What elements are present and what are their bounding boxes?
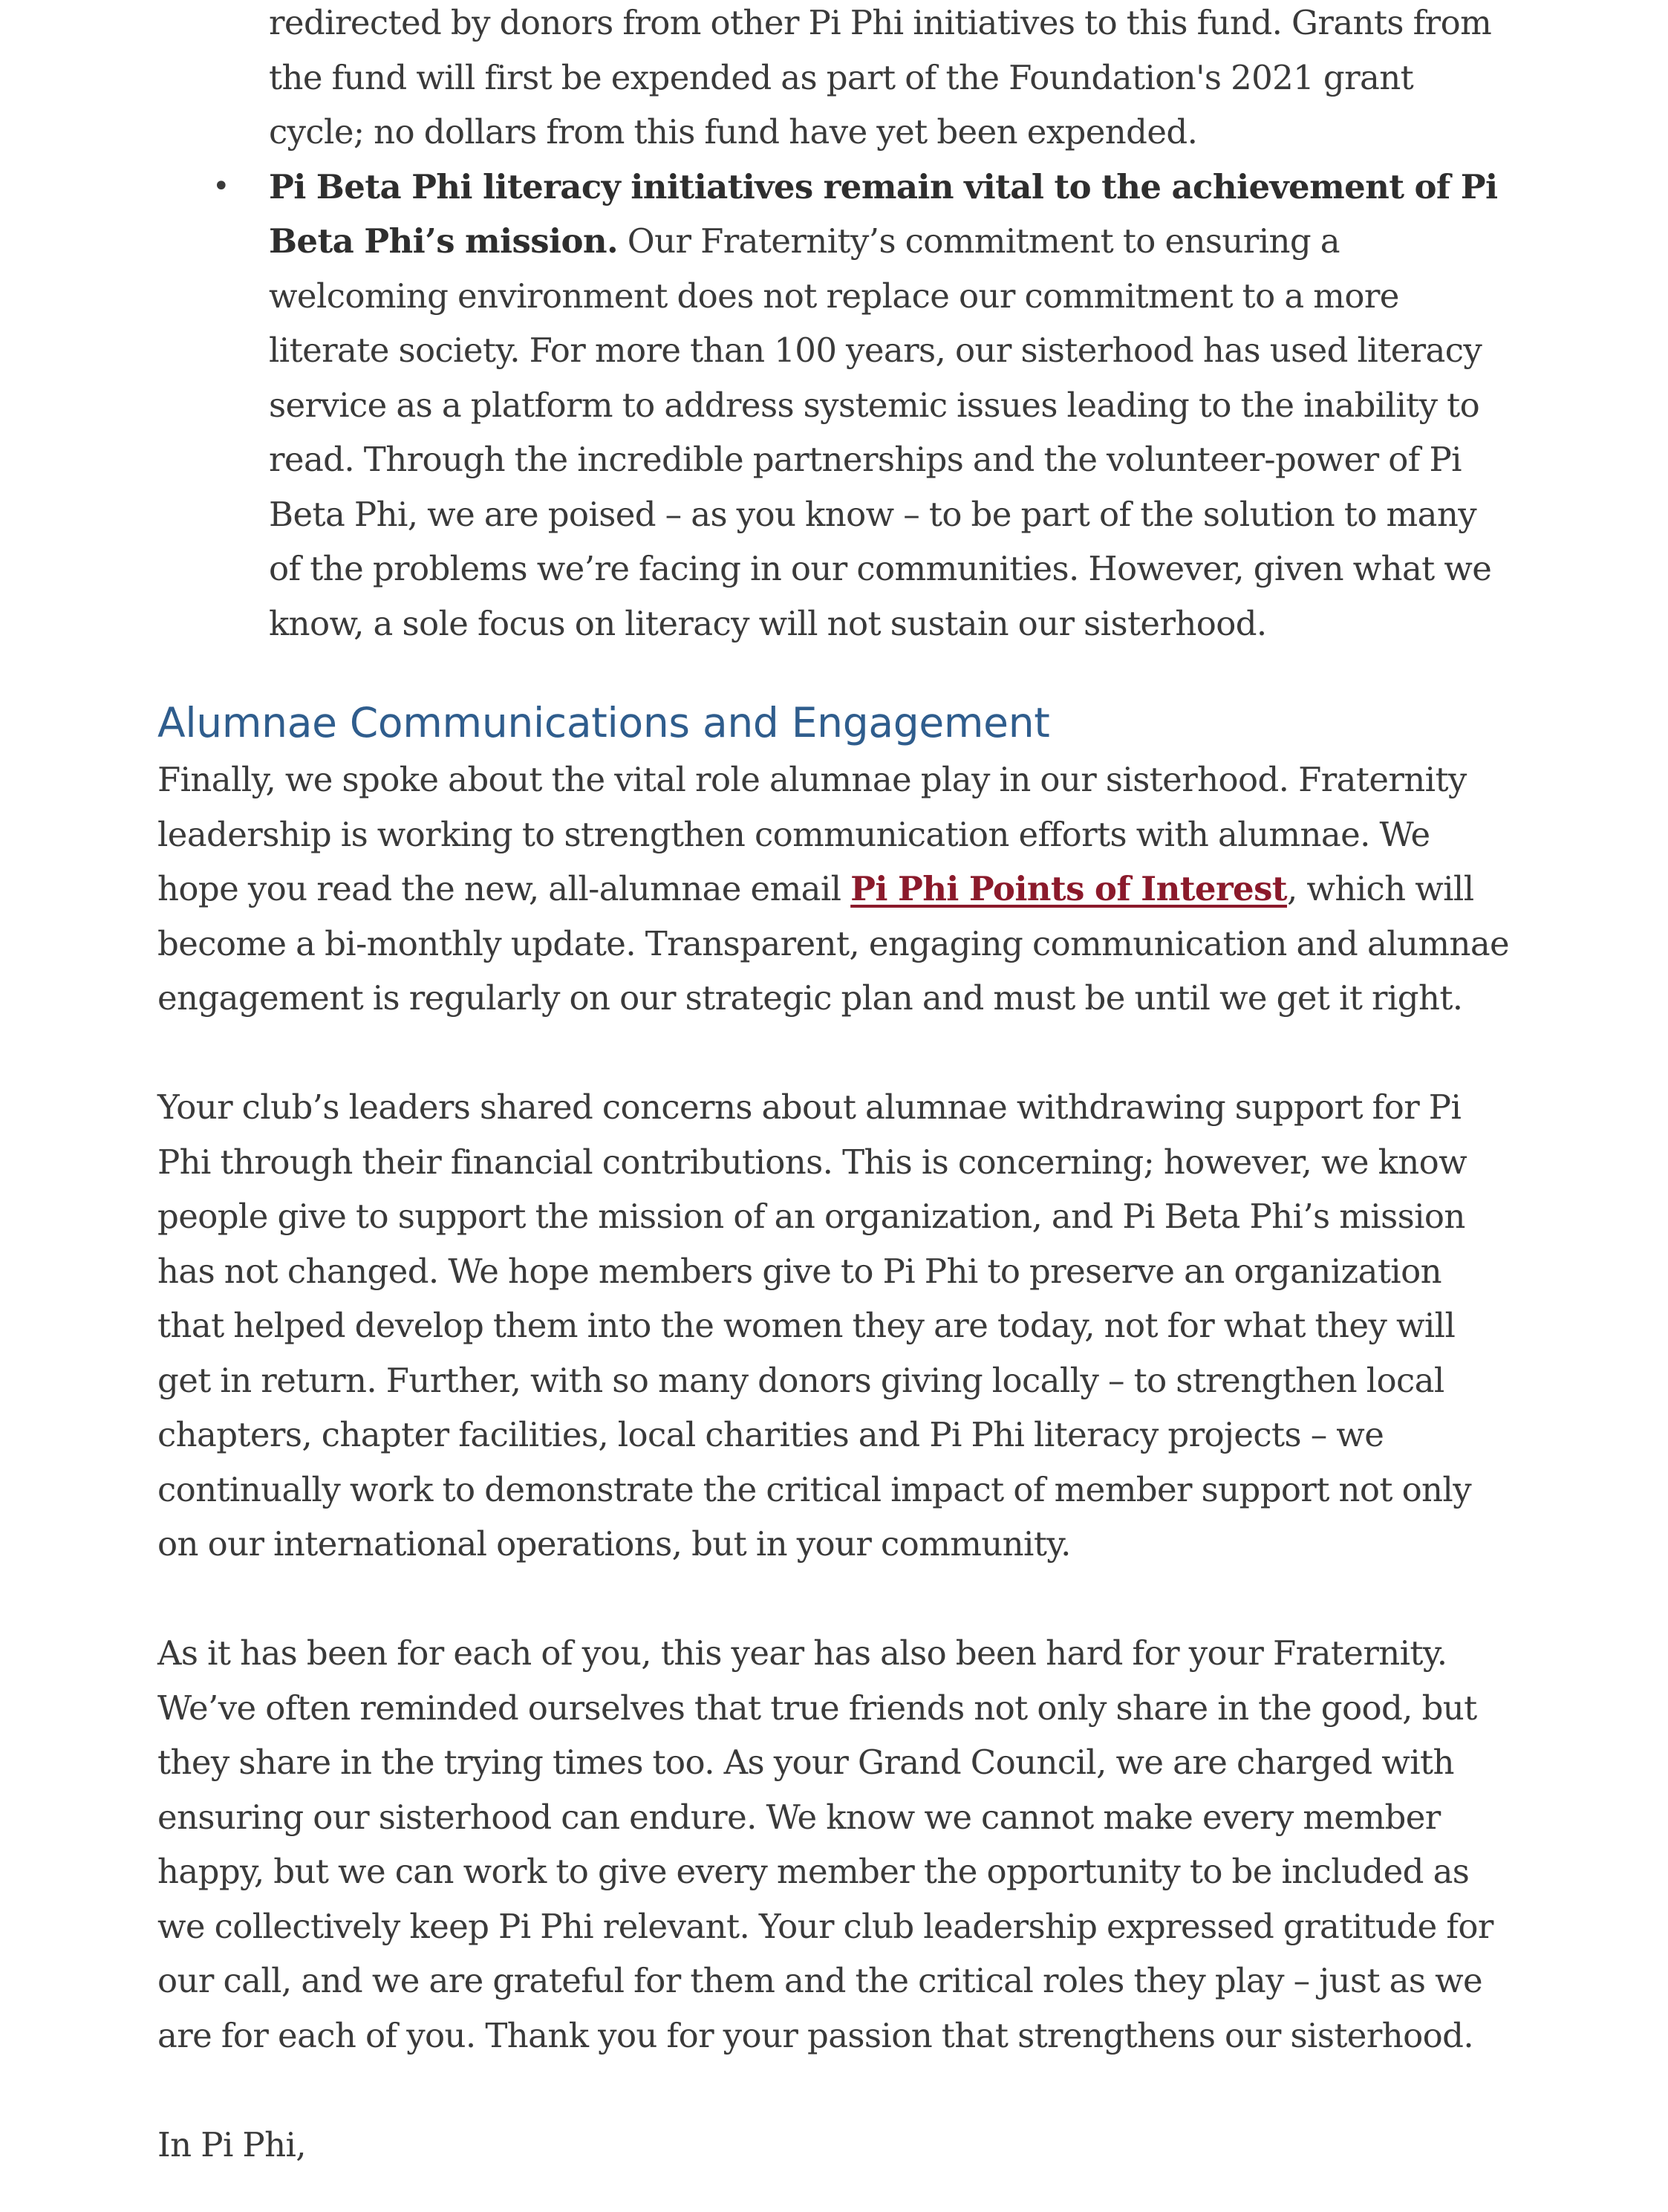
points-of-interest-link[interactable]: Pi Phi Points of Interest: [850, 869, 1287, 908]
bullet-list: [157, 0, 1516, 651]
paragraph-alumnae-communication: [157, 752, 1516, 1026]
bullet-item-fund-continuation: [269, 0, 1516, 160]
bullet-dot-icon: •: [212, 169, 229, 204]
closing-salutation: In Pi Phi,: [157, 2124, 306, 2164]
bullet-item-text: redirected by donors from other Pi Phi initiatives to this fund. Grants from the fund will first be expended as part of the Foundation's 2021 grant cycle; no dollars from this fund have yet been expended.: [269, 3, 1492, 152]
paragraph-financial-support: Your club’s leaders shared concerns about alumnae withdrawing support for Pi Phi through their financial contributions. This is concerning; however, we know people give to support the mission of an organization, and Pi Beta Phi’s mission has not changed. We hope members give to Pi Phi to preserve an organization that helped develop them into the women they are today, not for what they will get in return. Further, with so many donors giving locally – to strengthen local chapters, chapter facilities, local charities and Pi Phi literacy projects – we continually work to demonstrate the critical impact of member support not only on our international operations, but in your community.: [157, 1087, 1472, 1564]
section-heading: Alumnae Communications and Engagement: [157, 699, 1050, 746]
bullet-item-literacy: [212, 160, 1516, 651]
bullet-item-lead: Pi Beta Phi literacy initiatives remain vital to the achievement of Pi Beta Phi’s mission.: [269, 166, 1498, 261]
paragraph-text: , which will become a bi-monthly update. Transparent, engaging communication and alumnae engagement is regularly on our strategic plan and must be until we get it right.: [157, 869, 1510, 1018]
document-page: [157, 0, 1516, 2172]
paragraph-closing-thoughts: As it has been for each of you, this year has also been hard for your Fraternity. We’ve often reminded ourselves that true friends not only share in the good, but they share in the trying times too. As your Grand Council, we are charged with ensuring our sisterhood can endure. We know we cannot make every member happy, but we can work to give every member the opportunity to be included as we collectively keep Pi Phi relevant. Your club leadership expressed gratitude for our call, and we are grateful for them and the critical roles they play – just as we are for each of you. Thank you for your passion that strengthens our sisterhood.: [157, 1633, 1493, 2055]
paragraph-text: Finally, we spoke about the vital role alumnae play in our sisterhood. Fraternity leadership is working to strengthen communication efforts with alumnae. We hope you read the new, all-alumnae email: [157, 760, 1467, 908]
bullet-item-text: Our Fraternity’s commitment to ensuring a welcoming environment does not replace our commitment to a more literate society. For more than 100 years, our sisterhood has used literacy service as a platform to address systemic issues leading to the inability to read. Through the incredible partnerships and the volunteer-power of Pi Beta Phi, we are poised – as you know – to be part of the solution to many of the problems we’re facing in our communities. However, given what we know, a sole focus on literacy will not sustain our sisterhood.: [269, 221, 1492, 643]
